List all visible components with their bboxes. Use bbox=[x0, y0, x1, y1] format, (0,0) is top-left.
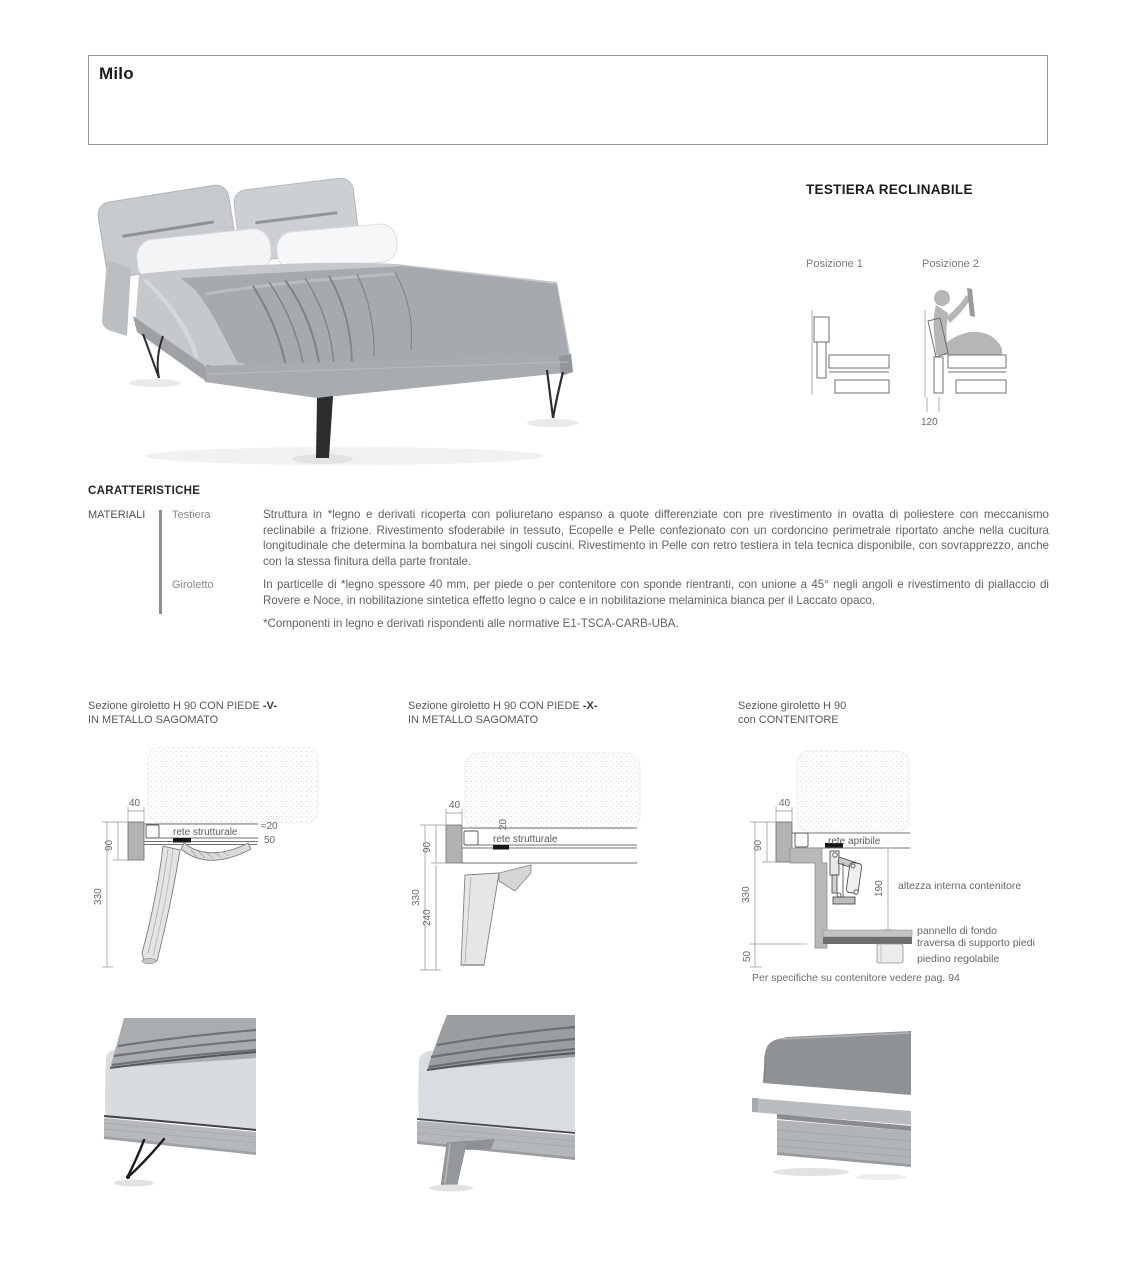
dim-20: 20 bbox=[498, 818, 509, 830]
dim-190: 190 bbox=[874, 880, 885, 897]
materials-divider-bar bbox=[159, 510, 162, 614]
detail-photo-container bbox=[751, 1031, 911, 1189]
posizione-2-label: Posizione 2 bbox=[922, 258, 979, 270]
lift-mechanism bbox=[830, 851, 862, 904]
container-note: Per specifiche su contenitore vedere pag. 94 bbox=[752, 972, 960, 984]
section-heading-x bbox=[408, 699, 718, 727]
section-heading-x-bold: -X- bbox=[582, 700, 598, 712]
dim-90: 90 bbox=[104, 839, 115, 851]
rete-apribile-label: rete apribile bbox=[828, 836, 881, 847]
dim-50: 50 bbox=[264, 835, 276, 846]
rete-strutturale-label: rete strutturale bbox=[493, 834, 558, 845]
section-heading-container-text: Sezione giroletto H 90 bbox=[738, 700, 847, 712]
section-diagram-v bbox=[85, 745, 400, 988]
section-diagram-x bbox=[405, 745, 720, 988]
dim-120: 120 bbox=[921, 417, 938, 428]
bed-photo bbox=[85, 168, 655, 468]
mattress-cross-section bbox=[148, 747, 318, 823]
connector-bracket bbox=[173, 838, 191, 843]
giroletto-description: In particelle di *legno spessore 40 mm, per piede o per contenitore con sponde rientranti, con unione a 45° negli angoli e rivestimento di piallaccio di Rovere e Noce, in nobilitazione sintetica effetto legno o calce e in nobilitazione melaminica bianca per il Laccato opaco. bbox=[263, 578, 1049, 607]
section-heading-v-bold: -V- bbox=[262, 700, 277, 712]
side-board bbox=[446, 825, 462, 863]
dim-40: 40 bbox=[129, 798, 141, 809]
section-heading-x-line2: IN METALLO SAGOMATO bbox=[408, 714, 539, 726]
section-heading-v-text: Sezione giroletto H 90 CON PIEDE bbox=[88, 700, 263, 712]
dim-330: 330 bbox=[741, 886, 752, 903]
reading-person-silhouette bbox=[934, 288, 1002, 355]
dim-90: 90 bbox=[422, 841, 433, 853]
posizione-1-label: Posizione 1 bbox=[806, 258, 863, 270]
dim-330: 330 bbox=[93, 888, 104, 905]
dim-50: 50 bbox=[742, 950, 753, 962]
header-box bbox=[88, 55, 1048, 145]
dim-240: 240 bbox=[422, 909, 433, 926]
traversa-label: traversa di supporto piedi bbox=[917, 937, 1035, 949]
rete-strutturale-label: rete strutturale bbox=[173, 827, 238, 838]
dim-40: 40 bbox=[779, 798, 791, 809]
connector-bracket bbox=[493, 845, 509, 850]
dim-20: ≈20 bbox=[261, 821, 278, 832]
dim-330: 330 bbox=[411, 889, 422, 906]
v-wire-leg bbox=[128, 1139, 164, 1176]
position-2-diagram bbox=[918, 285, 1018, 430]
materials-footnote: *Componenti in legno e derivati rispondenti alle normative E1-TSCA-CARB-UBA. bbox=[263, 617, 679, 630]
section-heading-v-line2: IN METALLO SAGOMATO bbox=[88, 714, 219, 726]
testiera-reclinabile-title: TESTIERA RECLINABILE bbox=[806, 182, 973, 197]
side-board bbox=[128, 822, 144, 860]
mattress-cross-section bbox=[465, 753, 640, 829]
materiali-label: MATERIALI bbox=[88, 509, 146, 521]
mattress-cross-section bbox=[797, 751, 909, 831]
section-heading-x-text: Sezione giroletto H 90 CON PIEDE bbox=[408, 700, 583, 712]
detail-photo-v-leg bbox=[104, 1018, 256, 1190]
x-metal-leg bbox=[461, 865, 531, 965]
corner-block bbox=[146, 825, 159, 838]
section-diagram-container bbox=[735, 745, 1043, 990]
section-heading-container bbox=[738, 699, 1048, 727]
section-heading-container-line2: con CONTENITORE bbox=[738, 714, 839, 726]
bottom-panel bbox=[823, 930, 912, 937]
section-heading-v bbox=[88, 699, 398, 727]
container-side-panel bbox=[790, 848, 827, 948]
piedino-regolabile-label: piedino regolabile bbox=[917, 953, 1000, 965]
giroletto-row-label: Giroletto bbox=[172, 579, 214, 591]
detail-photo-x-leg bbox=[417, 1015, 575, 1192]
mattress bbox=[763, 1031, 911, 1095]
testiera-description: Struttura in *legno e derivati ricoperta con poliuretano espanso a quote differenziate con pre rivestimento in ovatta di poliestere con meccanismo reclinabile a frizione. Rivestimento sfoderabile in tessuto, Ecopelle e Pelle confezionato con un cordoncino perimetrale riportato anche nella cucitura longitudinale che determina la bombatura nei singoli cuscini. Rivestimento in Pelle con retro testiera in tela tecnica disponibile, con sovrapprezzo, anche con la stessa finitura della parte frontale. bbox=[263, 508, 1049, 568]
dim-40: 40 bbox=[449, 800, 461, 811]
dim-90: 90 bbox=[753, 839, 764, 851]
page-title: Milo bbox=[99, 64, 134, 83]
corner-block bbox=[795, 833, 808, 847]
position-1-diagram bbox=[806, 300, 898, 400]
side-board bbox=[776, 822, 792, 862]
caratteristiche-title: CARATTERISTICHE bbox=[88, 485, 201, 497]
pannello-di-fondo-label: pannello di fondo bbox=[917, 925, 997, 937]
testiera-row-label: Testiera bbox=[172, 509, 211, 521]
x-flat-leg bbox=[441, 1139, 495, 1185]
v-metal-leg bbox=[142, 843, 251, 964]
corner-block bbox=[464, 831, 478, 845]
altezza-interna-label: altezza interna contenitore bbox=[898, 880, 1022, 892]
support-crossbar bbox=[823, 937, 912, 944]
